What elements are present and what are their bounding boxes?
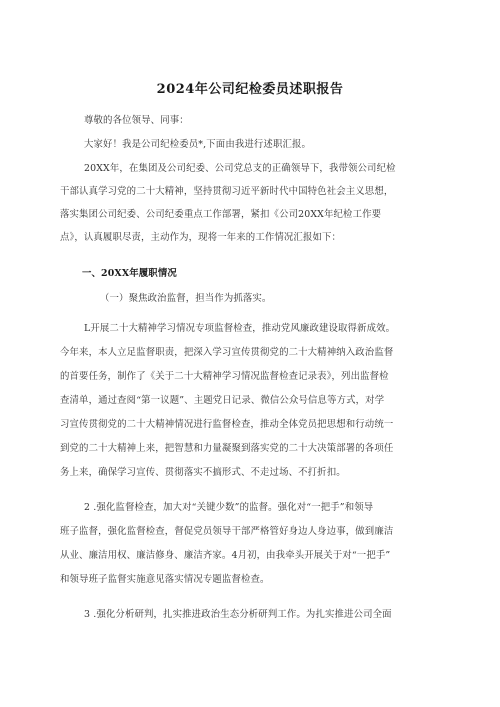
intro-line: 大家好！我是公司纪检委员*,下面由我进行述职汇报。 [84,139,312,150]
paragraph-line: 从业、廉洁用权、廉洁修身、廉洁齐家。4月初，由我牵头开展关于对“一把手” [60,550,391,561]
paragraph-line: 的首要任务，制作了《关于二十大精神学习情况监督检查记录表》，列出监督检 [60,371,389,382]
paragraph-line: 查清单，通过查阅“第一议题”、主题党日记录、微信公众号信息等方式，对学 [60,395,385,406]
paragraph-line: 到党的二十大精神上来，把智慧和力量凝聚到落实党的二十大决策部署的各项任 [60,443,394,454]
paragraph-line: 落实集团公司纪委、公司纪委重点工作部署，紧扣《公司20XX年纪检工作要 [60,209,382,220]
subsection-heading: （一）聚焦政治监督，担当作为抓落实。 [100,293,272,304]
document-title: 2024年公司纪检委员述职报告 [156,82,344,97]
paragraph-line: 今年来，本人立足监督职责，把深入学习宣传贯彻党的二十大精神纳入政治监督 [60,347,394,358]
paragraph-line: 习宣传贯彻党的二十大精神情况进行监督检查，推动全体党员把思想和行动统一 [60,419,394,430]
paragraph-line: 点》，认真履职尽责，主动作为，现将一年来的工作情况汇报如下： [60,232,342,243]
paragraph-line: 务上来，确保学习宣传、贯彻落实不搞形式、不走过场、不打折扣。 [60,467,346,478]
paragraph-line: 3 .强化分析研判，扎实推进政治生态分析研判工作。为扎实推进公司全面 [84,609,392,620]
section-heading: 一、20XX年履职情况 [82,268,177,279]
greeting-line: 尊敬的各位领导、同事： [84,115,189,126]
paragraph-line: 2 .强化监督检查，加大对“关键少数”的监督。强化对“一把手”和领导 [84,502,374,513]
paragraph-line: 和领导班子监督实施意见落实情况专题监督检查。 [60,574,270,585]
paragraph-line: 20XX年，在集团及公司纪委、公司党总支的正确领导下，我带领公司纪检 [84,163,396,174]
paragraph-line: 干部认真学习党的二十大精神，坚持贯彻习近平新时代中国特色社会主义思想， [60,186,394,197]
paragraph-line: L开展二十大精神学习情况专项监督检查，推动党风廉政建设取得新成效。 [84,323,396,334]
paragraph-line: 班子监督，强化监督检查，督促党员领导干部严格管好身边人身边事，做到廉洁 [60,526,394,537]
